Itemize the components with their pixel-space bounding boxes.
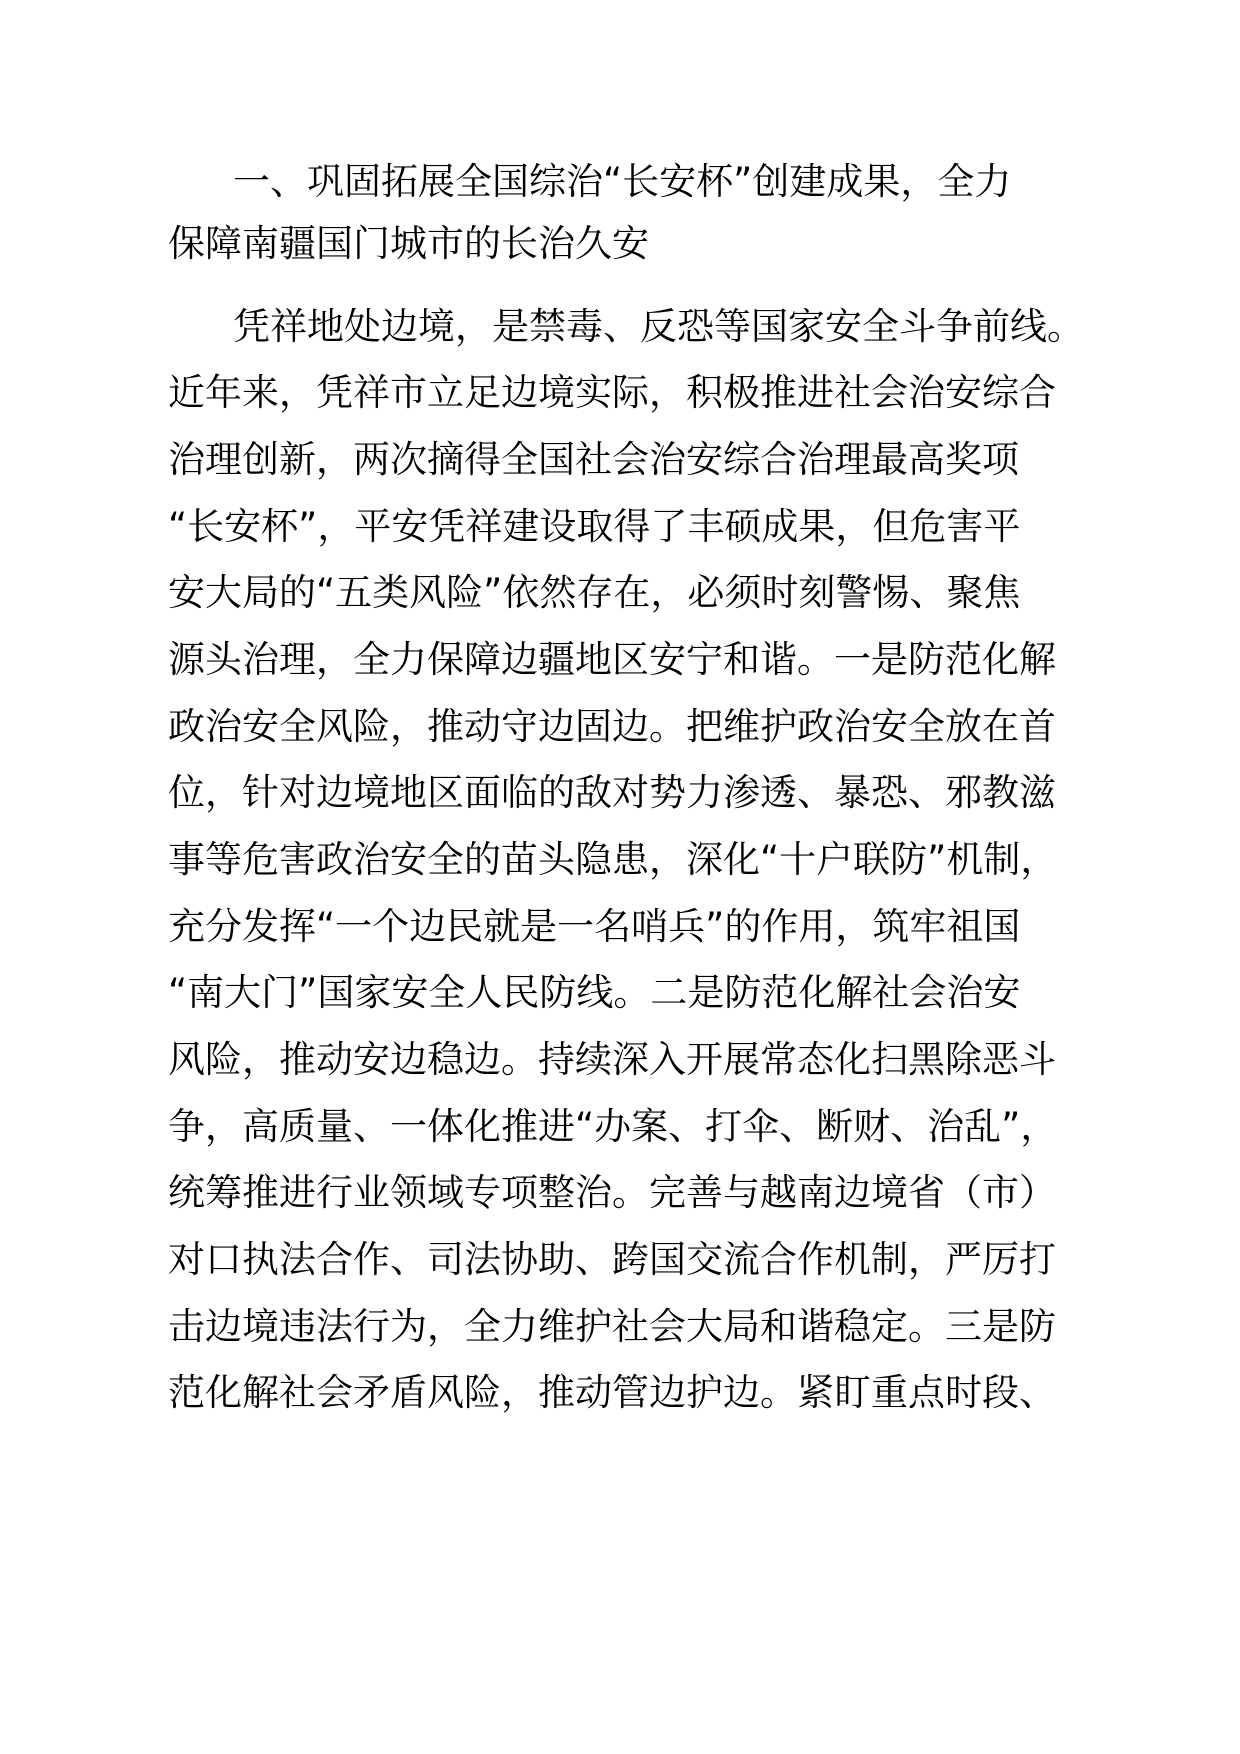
paragraph-line: 击边境违法行为，全力维护社会大局和谐稳定。三是防: [168, 1305, 1056, 1348]
paragraph-line: 近年来，凭祥市立足边境实际，积极推进社会治安综合: [168, 371, 1056, 414]
paragraph-line: 治理创新，两次摘得全国社会治安综合治理最高奖项: [168, 438, 1019, 481]
paragraph-line: 源头治理，全力保障边疆地区安宁和谐。一是防范化解: [168, 638, 1056, 681]
paragraph-line: 争，高质量、一体化推进“办案、打伞、断财、治乱”，: [168, 1105, 1058, 1148]
paragraph-line: 范化解社会矛盾风险，推动管边护边。紧盯重点时段、: [168, 1371, 1056, 1414]
paragraph-line: “南大门”国家安全人民防线。二是防范化解社会治安: [168, 971, 1021, 1014]
paragraph-line: 风险，推动安边稳边。持续深入开展常态化扫黑除恶斗: [168, 1038, 1056, 1081]
paragraph-line: 事等危害政治安全的苗头隐患，深化“十户联防”机制，: [168, 838, 1058, 881]
paragraph-line: 充分发挥“一个边民就是一名哨兵”的作用，筑牢祖国: [168, 905, 1021, 948]
paragraph-line: 凭祥地处边境，是禁毒、反恐等国家安全斗争前线。: [233, 305, 1084, 348]
paragraph-line: 位，针对边境地区面临的敌对势力渗透、暴恐、邪教滋: [168, 771, 1056, 814]
paragraph-line: 对口执法合作、司法协助、跨国交流合作机制，严厉打: [168, 1238, 1056, 1281]
paragraph-line: 安大局的“五类风险”依然存在，必须时刻警惕、聚焦: [168, 571, 1021, 614]
paragraph-line: 政治安全风险，推动守边固边。把维护政治安全放在首: [168, 705, 1056, 748]
heading-line: 保障南疆国门城市的长治久安: [168, 222, 649, 265]
paragraph-line: “长安杯”，平安凭祥建设取得了丰硕成果，但危害平: [168, 505, 1021, 548]
heading-line: 一、巩固拓展全国综治“长安杯”创建成果，全力: [233, 160, 1012, 203]
paragraph-line: 统筹推进行业领域专项整治。完善与越南边境省（市）: [168, 1171, 1056, 1214]
